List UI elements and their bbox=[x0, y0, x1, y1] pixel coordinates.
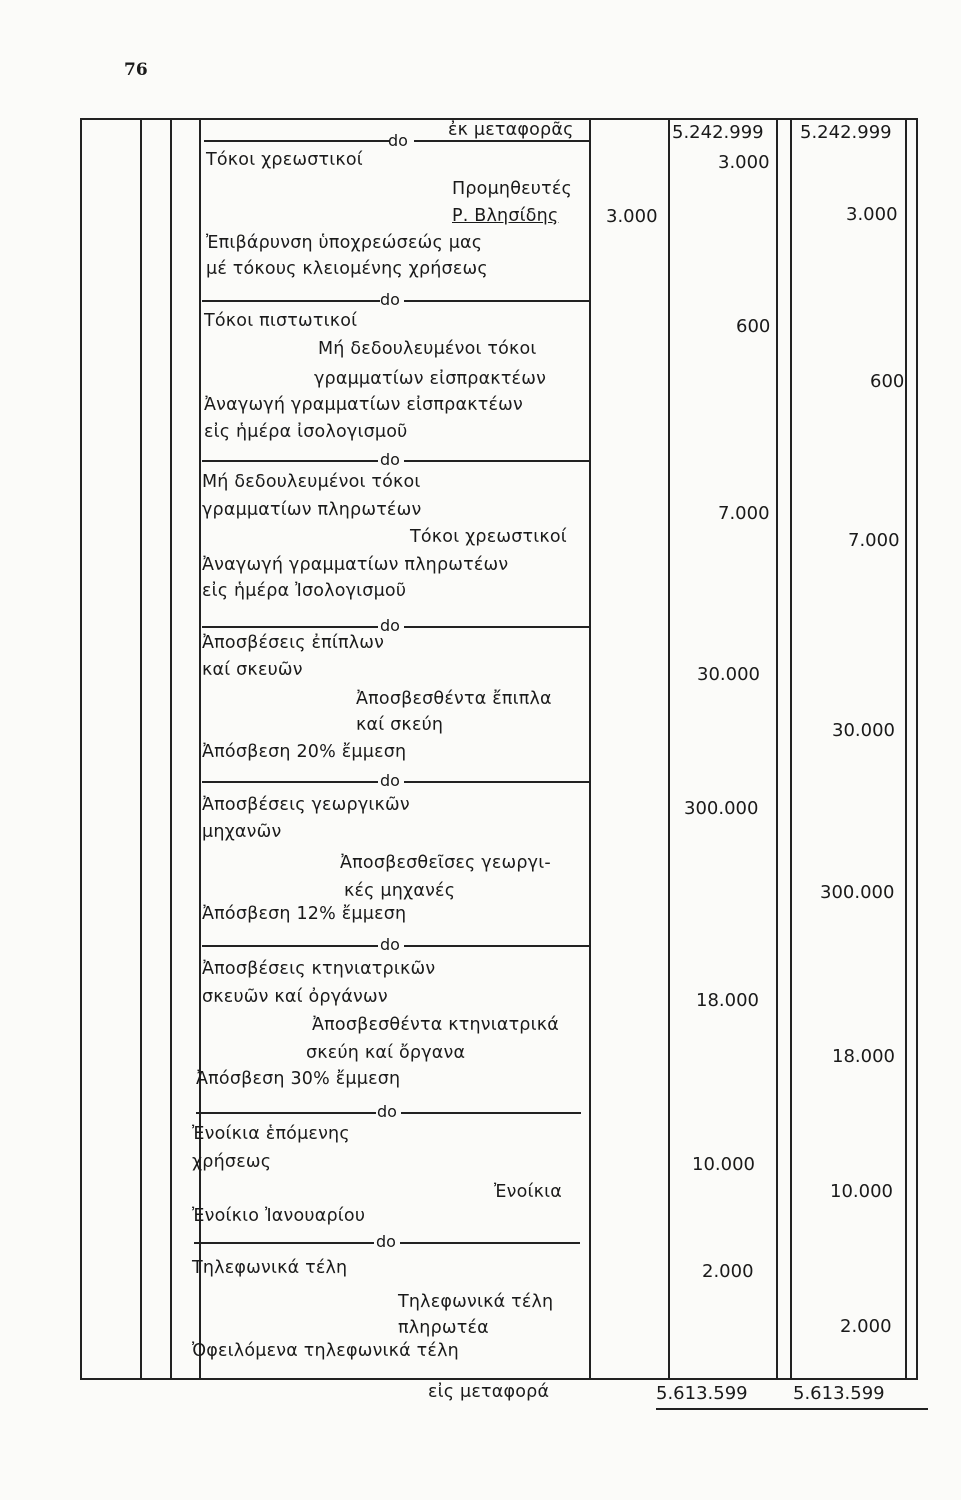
debit-subaccount: σκευῶν καί ὀργάνων bbox=[202, 987, 388, 1007]
partial-amount: 3.000 bbox=[606, 206, 658, 227]
separator-rule bbox=[404, 460, 590, 462]
entry-separator: do bbox=[388, 131, 408, 150]
credit-amount: 7.000 bbox=[848, 530, 900, 551]
entry-explanation: Ἀναγωγή γραμματίων πληρωτέων bbox=[202, 555, 509, 575]
credit-amount: 300.000 bbox=[820, 882, 895, 903]
entry-explanation: εἰς ἡμέρα ἰσολογισμοῦ bbox=[204, 422, 408, 442]
entry-separator: do bbox=[380, 290, 400, 309]
debit-account: Ἐνοίκια ἑπόμενης bbox=[192, 1124, 350, 1144]
credit-account: Ἐνοίκια bbox=[494, 1182, 563, 1202]
entry-explanation: Ἀναγωγή γραμματίων εἰσπρακτέων bbox=[204, 395, 523, 415]
column-rule bbox=[589, 118, 591, 1380]
debit-amount: 300.000 bbox=[684, 798, 759, 819]
carry-forward-credit: 5.242.999 bbox=[800, 122, 892, 143]
debit-amount: 10.000 bbox=[692, 1154, 755, 1175]
credit-account: Προμηθευτές bbox=[452, 179, 572, 199]
separator-rule bbox=[202, 300, 380, 302]
entry-separator: do bbox=[380, 771, 400, 790]
debit-subaccount: καί σκευῶν bbox=[202, 660, 303, 680]
entry-explanation: Ἀπόσβεση 12% ἔμμεση bbox=[202, 904, 407, 924]
debit-amount: 600 bbox=[736, 316, 771, 337]
entry-separator: do bbox=[376, 1232, 396, 1251]
entry-explanation: εἰς ἡμέρα Ἰσολογισμοῦ bbox=[202, 581, 407, 601]
credit-amount: 3.000 bbox=[846, 204, 898, 225]
total-underline bbox=[656, 1408, 928, 1410]
entry-explanation: Ἀπόσβεση 20% ἔμμεση bbox=[202, 742, 407, 762]
credit-subaccount: σκεύη καί ὄργανα bbox=[306, 1043, 466, 1063]
debit-account: Ἀποσβέσεις κτηνιατρικῶν bbox=[202, 959, 436, 979]
entry-separator: do bbox=[380, 450, 400, 469]
credit-subaccount: πληρωτέα bbox=[398, 1318, 489, 1338]
credit-account: Τηλεφωνικά τέλη bbox=[398, 1292, 554, 1312]
debit-amount: 2.000 bbox=[702, 1261, 754, 1282]
carry-to-next-credit: 5.613.599 bbox=[793, 1383, 885, 1404]
separator-rule bbox=[404, 626, 590, 628]
column-rule bbox=[916, 118, 918, 1380]
separator-rule bbox=[400, 1242, 580, 1244]
column-rule bbox=[80, 118, 82, 1380]
credit-subaccount: γραμματίων εἰσπρακτέων bbox=[314, 369, 547, 389]
credit-account: Ἀποσβεσθέντα ἔπιπλα bbox=[356, 689, 552, 709]
separator-rule bbox=[404, 300, 590, 302]
column-rule bbox=[199, 118, 201, 1380]
column-rule bbox=[776, 118, 778, 1380]
entry-explanation: Ἐνοίκιο Ἰανουαρίου bbox=[192, 1206, 366, 1226]
entry-separator: do bbox=[380, 935, 400, 954]
entry-separator: do bbox=[380, 616, 400, 635]
column-rule bbox=[170, 118, 172, 1380]
debit-subaccount: γραμματίων πληρωτέων bbox=[202, 500, 422, 520]
entry-separator: do bbox=[377, 1102, 397, 1121]
entry-explanation: Ὀφειλόμενα τηλεφωνικά τέλη bbox=[192, 1341, 459, 1361]
column-rule bbox=[140, 118, 142, 1380]
separator-rule bbox=[202, 945, 378, 947]
debit-account: Τόκοι πιστωτικοί bbox=[204, 311, 358, 331]
debit-account: Μή δεδουλευμένοι τόκοι bbox=[202, 472, 421, 492]
debit-amount: 3.000 bbox=[718, 152, 770, 173]
debit-amount: 18.000 bbox=[696, 990, 759, 1011]
column-rule bbox=[790, 118, 792, 1380]
separator-rule bbox=[202, 460, 378, 462]
credit-account: Μή δεδουλευμένοι τόκοι bbox=[318, 339, 537, 359]
separator-rule bbox=[404, 781, 590, 783]
separator-rule bbox=[196, 1112, 376, 1114]
credit-account: Ἀποσβεσθεῖσες γεωργι- bbox=[340, 853, 551, 873]
carry-forward-label: ἐκ μεταφορᾶς bbox=[448, 120, 574, 140]
entry-explanation: Ἐπιβάρυνση ὑποχρεώσεώς μας bbox=[206, 233, 483, 253]
entry-explanation: Ἀπόσβεση 30% ἔμμεση bbox=[196, 1069, 401, 1089]
column-rule bbox=[905, 118, 907, 1380]
debit-amount: 30.000 bbox=[697, 664, 760, 685]
credit-subaccount: Ρ. Βλησίδης bbox=[452, 206, 559, 226]
separator-rule bbox=[202, 626, 378, 628]
credit-amount: 30.000 bbox=[832, 720, 895, 741]
separator-rule bbox=[202, 781, 378, 783]
debit-subaccount: χρήσεως bbox=[192, 1152, 272, 1172]
debit-account: Ἀποσβέσεις ἐπίπλων bbox=[202, 633, 385, 653]
credit-amount: 600 bbox=[870, 371, 905, 392]
carry-to-next-debit: 5.613.599 bbox=[656, 1383, 748, 1404]
separator-rule bbox=[404, 945, 590, 947]
debit-account: Τόκοι χρεωστικοί bbox=[206, 150, 363, 170]
entry-explanation: μέ τόκους κλειομένης χρήσεως bbox=[206, 259, 488, 279]
carry-forward-debit: 5.242.999 bbox=[672, 122, 764, 143]
column-rule bbox=[668, 118, 670, 1378]
credit-subaccount: κές μηχανές bbox=[344, 881, 456, 901]
credit-account: Τόκοι χρεωστικοί bbox=[410, 527, 567, 547]
credit-amount: 18.000 bbox=[832, 1046, 895, 1067]
separator-rule bbox=[401, 1112, 581, 1114]
debit-account: Ἀποσβέσεις γεωργικῶν bbox=[202, 795, 410, 815]
debit-account: Τηλεφωνικά τέλη bbox=[192, 1258, 348, 1278]
separator-rule bbox=[204, 140, 390, 142]
debit-subaccount: μηχανῶν bbox=[202, 822, 282, 842]
carry-to-next-label: εἰς μεταφορά bbox=[428, 1382, 550, 1402]
page-number: 76 bbox=[124, 60, 148, 80]
credit-amount: 2.000 bbox=[840, 1316, 892, 1337]
debit-amount: 7.000 bbox=[718, 503, 770, 524]
credit-account: Ἀποσβεσθέντα κτηνιατρικά bbox=[312, 1015, 559, 1035]
credit-subaccount: καί σκεύη bbox=[356, 715, 444, 735]
credit-amount: 10.000 bbox=[830, 1181, 893, 1202]
separator-rule bbox=[414, 140, 590, 142]
separator-rule bbox=[194, 1242, 374, 1244]
